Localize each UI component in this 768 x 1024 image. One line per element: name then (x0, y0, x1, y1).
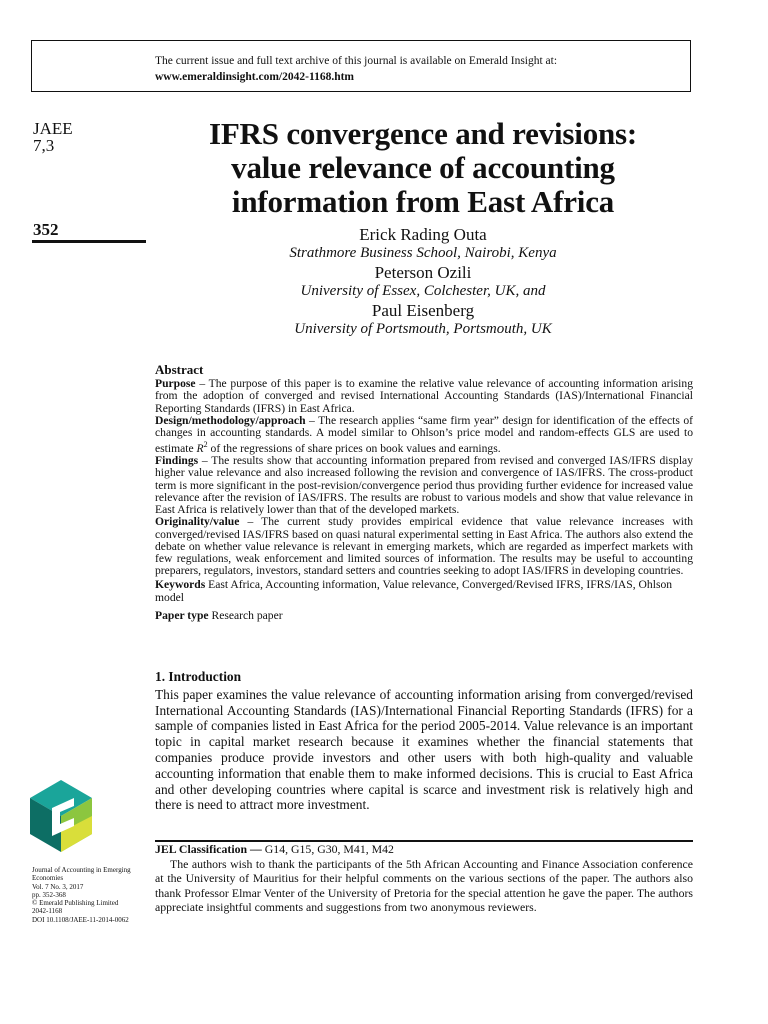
author-name: Erick Rading Outa (359, 225, 487, 244)
design-text-a: – The research applies “same firm year” design for identification of the effects of changes in accounting standards. A model similar to Ohlson’s price model and random-effects GLS are used to estimate (155, 413, 693, 456)
citation-block (32, 866, 152, 924)
emerald-logo-icon (30, 780, 92, 852)
journal-volume-info (33, 120, 73, 154)
abstract-findings (155, 455, 693, 516)
keywords-label: Keywords (155, 578, 206, 592)
purpose-label: Purpose (155, 377, 196, 391)
title-line: value relevance of accounting (231, 150, 615, 185)
r-superscript: 2 (203, 440, 208, 450)
citation-issue: Vol. 7 No. 3, 2017 (32, 882, 84, 891)
title-line: information from East Africa (231, 184, 615, 219)
volume-issue: 7,3 (33, 136, 55, 155)
r-symbol: R (196, 442, 204, 456)
author-name: Peterson Ozili (374, 263, 472, 282)
author-affiliation: University of Essex, Colchester, UK, and (300, 283, 546, 299)
findings-label: Findings (155, 454, 199, 468)
author-name: Paul Eisenberg (371, 301, 475, 320)
keywords-text: East Africa, Accounting information, Value relevance, Converged/Revised IFRS, IFRS/IAS, Ohlson model (155, 578, 673, 604)
page-number: 352 (33, 220, 59, 239)
introduction-paragraph: This paper examines the value relevance of accounting information arising from converged/revised International Accounting Standards (IAS)/International Financial Reporting Standards (IFRS) for a sample of companies listed in East Africa for the period 2005-2014. Value relevance is an important topic in capital market research because it examines whether the financial statements that companies produce provide investors and other users with both high-quality and valuable accounting information that enable them to make informed decisions. This is crucial to East Africa and other developing countries where capital is scarce and investment risk is relatively high and there is need to attract more investment. (155, 686, 693, 813)
abstract-paper-type (155, 610, 693, 622)
acknowledgement-text: The authors wish to thank the participants of the 5th African Accounting and Finance Association conference at the University of Mauritius for their helpful comments on the various sections of the paper. The authors also thank Professor Elmar Venter of the University of Pretoria for the special attention he gave the paper. The authors appreciate insightful comments and suggestions from two anonymous reviewers. (155, 856, 693, 915)
design-text-b: of the regressions of share prices on book values and earnings. (207, 442, 501, 456)
abstract-heading: Abstract (155, 362, 204, 377)
author-affiliation: University of Portsmouth, Portsmouth, UK (294, 321, 552, 337)
citation-doi: DOI 10.1108/JAEE-11-2014-0062 (32, 915, 129, 924)
citation-pages: pp. 352-368 (32, 890, 66, 899)
journal-url[interactable]: www.emeraldinsight.com/2042-1168.htm (155, 71, 355, 83)
title-line: IFRS convergence and revisions: (208, 116, 638, 151)
citation-issn: 2042-1168 (32, 907, 63, 916)
introduction-heading: 1. Introduction (155, 669, 242, 684)
originality-text: – The current study provides empirical evidence that value relevance increases with converged/revised IAS/IFRS based on quasi natural experimental setting in East Africa. The authors also extend the debate on whether value relevance is relevant in emerging markets, which are regarded as imperfect markets with few regulations, weak enforcement and limited sources of information. The results may be useful to accounting preparers, regulators, investors, standard setters and countries seeking to adopt IAS/IFRS in developing countries. (155, 515, 693, 578)
article-title (155, 117, 691, 219)
jel-codes: G14, G15, G30, M41, M42 (261, 842, 394, 856)
paper-type-label: Paper type (155, 608, 209, 622)
journal-availability-notice (155, 53, 557, 85)
jel-classification (155, 842, 693, 857)
availability-text: The current issue and full text archive of this journal is available on Emerald Insight at: (155, 55, 558, 67)
introduction-section (155, 669, 693, 813)
citation-journal: Journal of Accounting in Emerging Economies (32, 866, 131, 883)
abstract-purpose (155, 378, 693, 415)
author-affiliation: Strathmore Business School, Nairobi, Kenya (289, 245, 557, 261)
purpose-text: – The purpose of this paper is to examine the relative value relevance of accounting information arising from the adoption of converged and revised International Accounting Standards (IAS)/International Financial Reporting Standards (IFRS) in East Africa. (155, 377, 693, 415)
journal-abbreviation: JAEE (33, 119, 73, 138)
paper-type-text: Research paper (208, 608, 283, 622)
jel-label: JEL Classification — (155, 842, 262, 856)
abstract-section (155, 364, 693, 622)
originality-label: Originality/value (155, 515, 240, 529)
design-label: Design/methodology/approach (155, 413, 306, 427)
abstract-originality (155, 516, 693, 577)
footnote-section (155, 842, 693, 915)
citation-publisher: © Emerald Publishing Limited (32, 899, 119, 908)
author-list (155, 225, 691, 339)
abstract-keywords (155, 579, 693, 603)
abstract-design (155, 415, 693, 455)
page-number-rule (32, 240, 146, 243)
findings-text: – The results show that accounting information prepared from revised and converged IAS/IFRS display higher value relevance and also increased following the revision and convergence of IAS/IFRS. The cross-product term is more significant in the post-revision/convergence period thus providing further evidence for increased value relevance after the revision of IAS/IFRS. The results are robust to various models and show that value relevance in East Africa is relatively lower than that of the developed markets. (155, 454, 693, 517)
